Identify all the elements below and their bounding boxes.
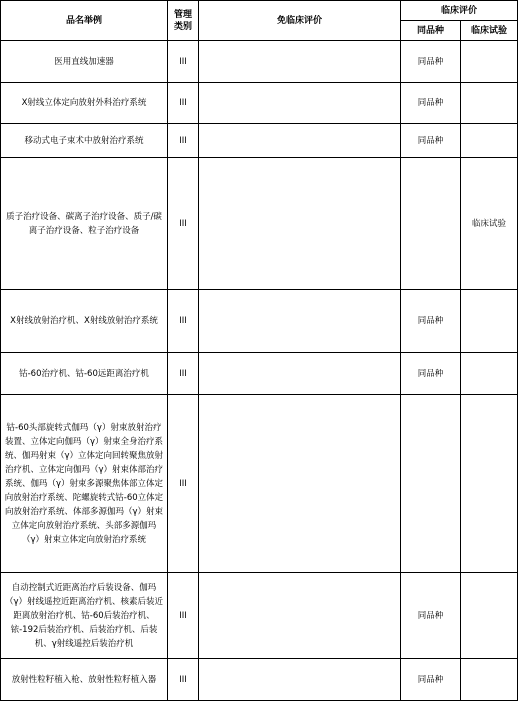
- clinical-trial-cell: [461, 83, 518, 124]
- same-variety-cell: 同品种: [401, 290, 461, 353]
- same-variety-cell: [401, 158, 461, 290]
- header-product-examples: 品名举例: [1, 1, 168, 41]
- clinical-trial-cell: [461, 41, 518, 83]
- category-cell: III: [168, 83, 199, 124]
- exempt-cell: [199, 290, 401, 353]
- category-cell: III: [168, 124, 199, 158]
- table-row: [1, 41, 518, 83]
- product-name-cell: 钴-60头部旋转式伽玛（γ）射束放射治疗装置、立体定向伽玛（γ）射束全身治疗系统、伽玛射束（γ）立体定向回转聚焦放射治疗机、立体定向伽玛（γ）射束体部治疗系统、伽玛（γ）射束多源聚焦体部立体定向放射治疗系统、陀螺旋转式钴-60立体定向放射治疗系统、体部多源伽玛（γ）射束立体定向放射治疗系统、头部多源伽玛（γ）射束立体定向放射治疗系统: [1, 395, 168, 573]
- table-row: [1, 290, 518, 353]
- category-cell: III: [168, 395, 199, 573]
- same-variety-cell: 同品种: [401, 41, 461, 83]
- clinical-trial-cell: [461, 573, 518, 659]
- table-row: [1, 124, 518, 158]
- clinical-trial-cell: [461, 290, 518, 353]
- exempt-cell: [199, 395, 401, 573]
- table-row: [1, 158, 518, 290]
- table-row: [1, 353, 518, 395]
- clinical-trial-cell: [461, 395, 518, 573]
- same-variety-cell: 同品种: [401, 573, 461, 659]
- category-cell: III: [168, 573, 199, 659]
- header-clinical-evaluation: 临床评价: [401, 1, 518, 21]
- same-variety-cell: 同品种: [401, 83, 461, 124]
- product-name-cell: 钴-60治疗机、钴-60远距离治疗机: [1, 353, 168, 395]
- exempt-cell: [199, 353, 401, 395]
- table-row: [1, 573, 518, 659]
- same-variety-cell: 同品种: [401, 124, 461, 158]
- table-row: [1, 83, 518, 124]
- header-exempt-evaluation: 免临床评价: [199, 1, 401, 41]
- table-row: [1, 659, 518, 701]
- exempt-cell: [199, 573, 401, 659]
- exempt-cell: [199, 41, 401, 83]
- category-cell: III: [168, 659, 199, 701]
- category-cell: III: [168, 158, 199, 290]
- clinical-trial-cell: [461, 353, 518, 395]
- exempt-cell: [199, 83, 401, 124]
- product-name-cell: X射线放射治疗机、X射线放射治疗系统: [1, 290, 168, 353]
- header-row-1: [1, 1, 518, 21]
- exempt-cell: [199, 124, 401, 158]
- product-name-cell: 质子治疗设备、碳离子治疗设备、质子/碳离子治疗设备、粒子治疗设备: [1, 158, 168, 290]
- clinical-trial-cell: 临床试验: [461, 158, 518, 290]
- same-variety-cell: [401, 395, 461, 573]
- product-name-cell: 医用直线加速器: [1, 41, 168, 83]
- table-row: [1, 395, 518, 573]
- category-cell: III: [168, 353, 199, 395]
- same-variety-cell: 同品种: [401, 659, 461, 701]
- product-name-cell: X射线立体定向放射外科治疗系统: [1, 83, 168, 124]
- exempt-cell: [199, 659, 401, 701]
- category-cell: III: [168, 41, 199, 83]
- product-name-cell: 放射性粒籽植入枪、放射性粒籽植入器: [1, 659, 168, 701]
- header-same-variety: 同品种: [401, 21, 461, 41]
- same-variety-cell: 同品种: [401, 353, 461, 395]
- product-name-cell: 自动控制式近距离治疗后装设备、伽玛（γ）射线遥控近距离治疗机、核素后装近距离放射治疗机、钴-60后装治疗机、铱-192后装治疗机、后装治疗机、后装机、γ射线遥控后装治疗机: [1, 573, 168, 659]
- clinical-trial-cell: [461, 124, 518, 158]
- header-clinical-trial: 临床试验: [461, 21, 518, 41]
- category-cell: III: [168, 290, 199, 353]
- exempt-cell: [199, 158, 401, 290]
- product-name-cell: 移动式电子束术中放射治疗系统: [1, 124, 168, 158]
- header-management-category: 管理 类别: [168, 1, 199, 41]
- clinical-trial-cell: [461, 659, 518, 701]
